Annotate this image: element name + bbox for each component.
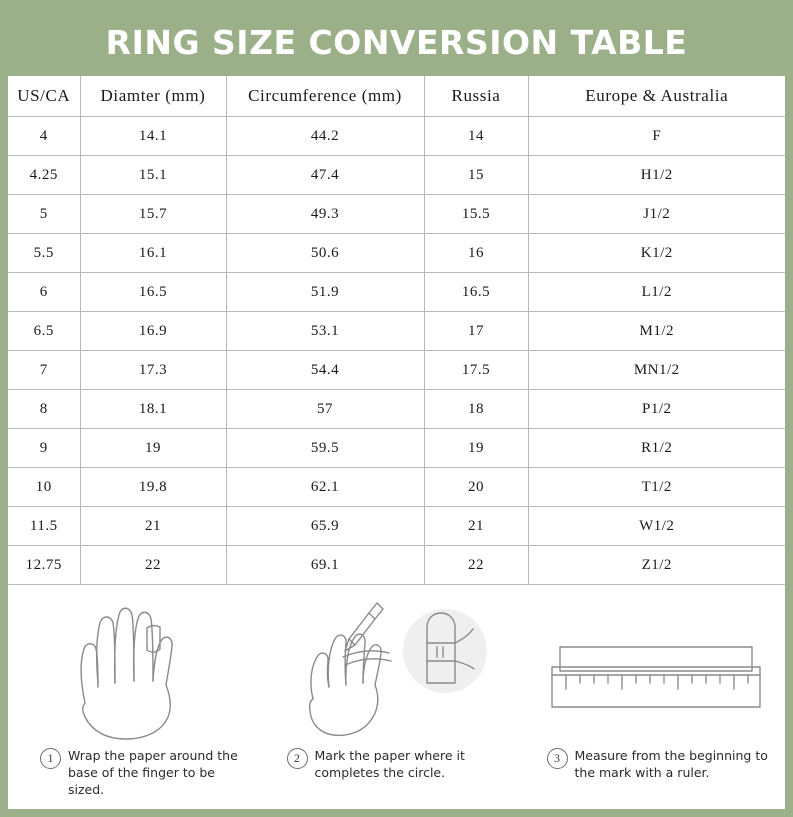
ring-size-conversion-table — [8, 76, 785, 585]
cell-diameter: 16.9 — [80, 312, 226, 351]
table-row — [8, 429, 785, 468]
cell-europe-australia: M1/2 — [528, 312, 785, 351]
table-header-row — [8, 76, 785, 117]
cell-circumference: 62.1 — [226, 468, 424, 507]
step-1-number: 1 — [40, 748, 61, 769]
hand-marking-paper-with-pen-icon — [277, 591, 517, 741]
table-row — [8, 195, 785, 234]
cell-circumference: 65.9 — [226, 507, 424, 546]
cell-us-ca: 10 — [8, 468, 80, 507]
cell-europe-australia: K1/2 — [528, 234, 785, 273]
table-row — [8, 351, 785, 390]
cell-russia: 17.5 — [424, 351, 528, 390]
step-3-illustration — [537, 591, 776, 741]
cell-russia: 20 — [424, 468, 528, 507]
cell-circumference: 53.1 — [226, 312, 424, 351]
cell-circumference: 44.2 — [226, 117, 424, 156]
cell-russia: 17 — [424, 312, 528, 351]
cell-diameter: 15.7 — [80, 195, 226, 234]
table-row — [8, 312, 785, 351]
step-2-illustration — [277, 591, 517, 741]
cell-europe-australia: J1/2 — [528, 195, 785, 234]
cell-russia: 16 — [424, 234, 528, 273]
column-header-us-ca: US/CA — [8, 76, 80, 117]
cell-us-ca: 7 — [8, 351, 80, 390]
cell-circumference: 47.4 — [226, 156, 424, 195]
cell-diameter: 16.5 — [80, 273, 226, 312]
cell-russia: 16.5 — [424, 273, 528, 312]
cell-us-ca: 6.5 — [8, 312, 80, 351]
instruction-steps — [8, 585, 785, 805]
step-1-illustration — [18, 591, 257, 741]
cell-russia: 18 — [424, 390, 528, 429]
cell-russia: 21 — [424, 507, 528, 546]
cell-circumference: 69.1 — [226, 546, 424, 585]
cell-diameter: 22 — [80, 546, 226, 585]
column-header-diameter: Diamter (mm) — [80, 76, 226, 117]
step-2-text: Mark the paper where it completes the circle. — [314, 748, 465, 780]
table-row — [8, 546, 785, 585]
cell-diameter: 19.8 — [80, 468, 226, 507]
cell-europe-australia: T1/2 — [528, 468, 785, 507]
cell-circumference: 50.6 — [226, 234, 424, 273]
step-2-number: 2 — [287, 748, 308, 769]
table-row — [8, 468, 785, 507]
cell-us-ca: 4 — [8, 117, 80, 156]
cell-europe-australia: F — [528, 117, 785, 156]
title-bar — [8, 8, 785, 76]
poster-sheet — [8, 8, 785, 809]
cell-circumference: 57 — [226, 390, 424, 429]
cell-diameter: 14.1 — [80, 117, 226, 156]
cell-circumference: 49.3 — [226, 195, 424, 234]
cell-europe-australia: Z1/2 — [528, 546, 785, 585]
table-row — [8, 156, 785, 195]
step-2 — [267, 585, 527, 805]
table-row — [8, 273, 785, 312]
cell-europe-australia: R1/2 — [528, 429, 785, 468]
cell-russia: 22 — [424, 546, 528, 585]
cell-us-ca: 4.25 — [8, 156, 80, 195]
step-3-caption — [537, 741, 776, 781]
step-1-text: Wrap the paper around the base of the finger to be sized. — [68, 748, 238, 797]
cell-russia: 14 — [424, 117, 528, 156]
cell-europe-australia: H1/2 — [528, 156, 785, 195]
step-1 — [8, 585, 267, 805]
cell-europe-australia: W1/2 — [528, 507, 785, 546]
cell-us-ca: 5 — [8, 195, 80, 234]
cell-russia: 15 — [424, 156, 528, 195]
step-2-caption — [277, 741, 517, 781]
step-3 — [527, 585, 786, 805]
cell-us-ca: 9 — [8, 429, 80, 468]
cell-diameter: 19 — [80, 429, 226, 468]
column-header-russia: Russia — [424, 76, 528, 117]
cell-circumference: 59.5 — [226, 429, 424, 468]
cell-us-ca: 8 — [8, 390, 80, 429]
cell-diameter: 17.3 — [80, 351, 226, 390]
step-3-text: Measure from the beginning to the mark with a ruler. — [574, 748, 768, 780]
cell-circumference: 51.9 — [226, 273, 424, 312]
cell-us-ca: 6 — [8, 273, 80, 312]
table-row — [8, 390, 785, 429]
cell-diameter: 18.1 — [80, 390, 226, 429]
cell-us-ca: 12.75 — [8, 546, 80, 585]
cell-diameter: 21 — [80, 507, 226, 546]
cell-us-ca: 5.5 — [8, 234, 80, 273]
column-header-circumference: Circumference (mm) — [226, 76, 424, 117]
table-row — [8, 117, 785, 156]
cell-europe-australia: L1/2 — [528, 273, 785, 312]
column-header-europe-australia: Europe & Australia — [528, 76, 785, 117]
table-row — [8, 507, 785, 546]
hand-with-paper-strip-icon — [22, 591, 252, 741]
cell-europe-australia: MN1/2 — [528, 351, 785, 390]
cell-russia: 15.5 — [424, 195, 528, 234]
step-3-number: 3 — [547, 748, 568, 769]
zoom-circle — [403, 609, 487, 693]
cell-diameter: 16.1 — [80, 234, 226, 273]
step-1-caption — [18, 741, 257, 798]
page-title: RING SIZE CONVERSION TABLE — [105, 22, 688, 62]
cell-circumference: 54.4 — [226, 351, 424, 390]
ruler-measuring-paper-icon — [546, 591, 766, 741]
cell-diameter: 15.1 — [80, 156, 226, 195]
cell-us-ca: 11.5 — [8, 507, 80, 546]
cell-russia: 19 — [424, 429, 528, 468]
table-row — [8, 234, 785, 273]
table-body — [8, 117, 785, 585]
cell-europe-australia: P1/2 — [528, 390, 785, 429]
